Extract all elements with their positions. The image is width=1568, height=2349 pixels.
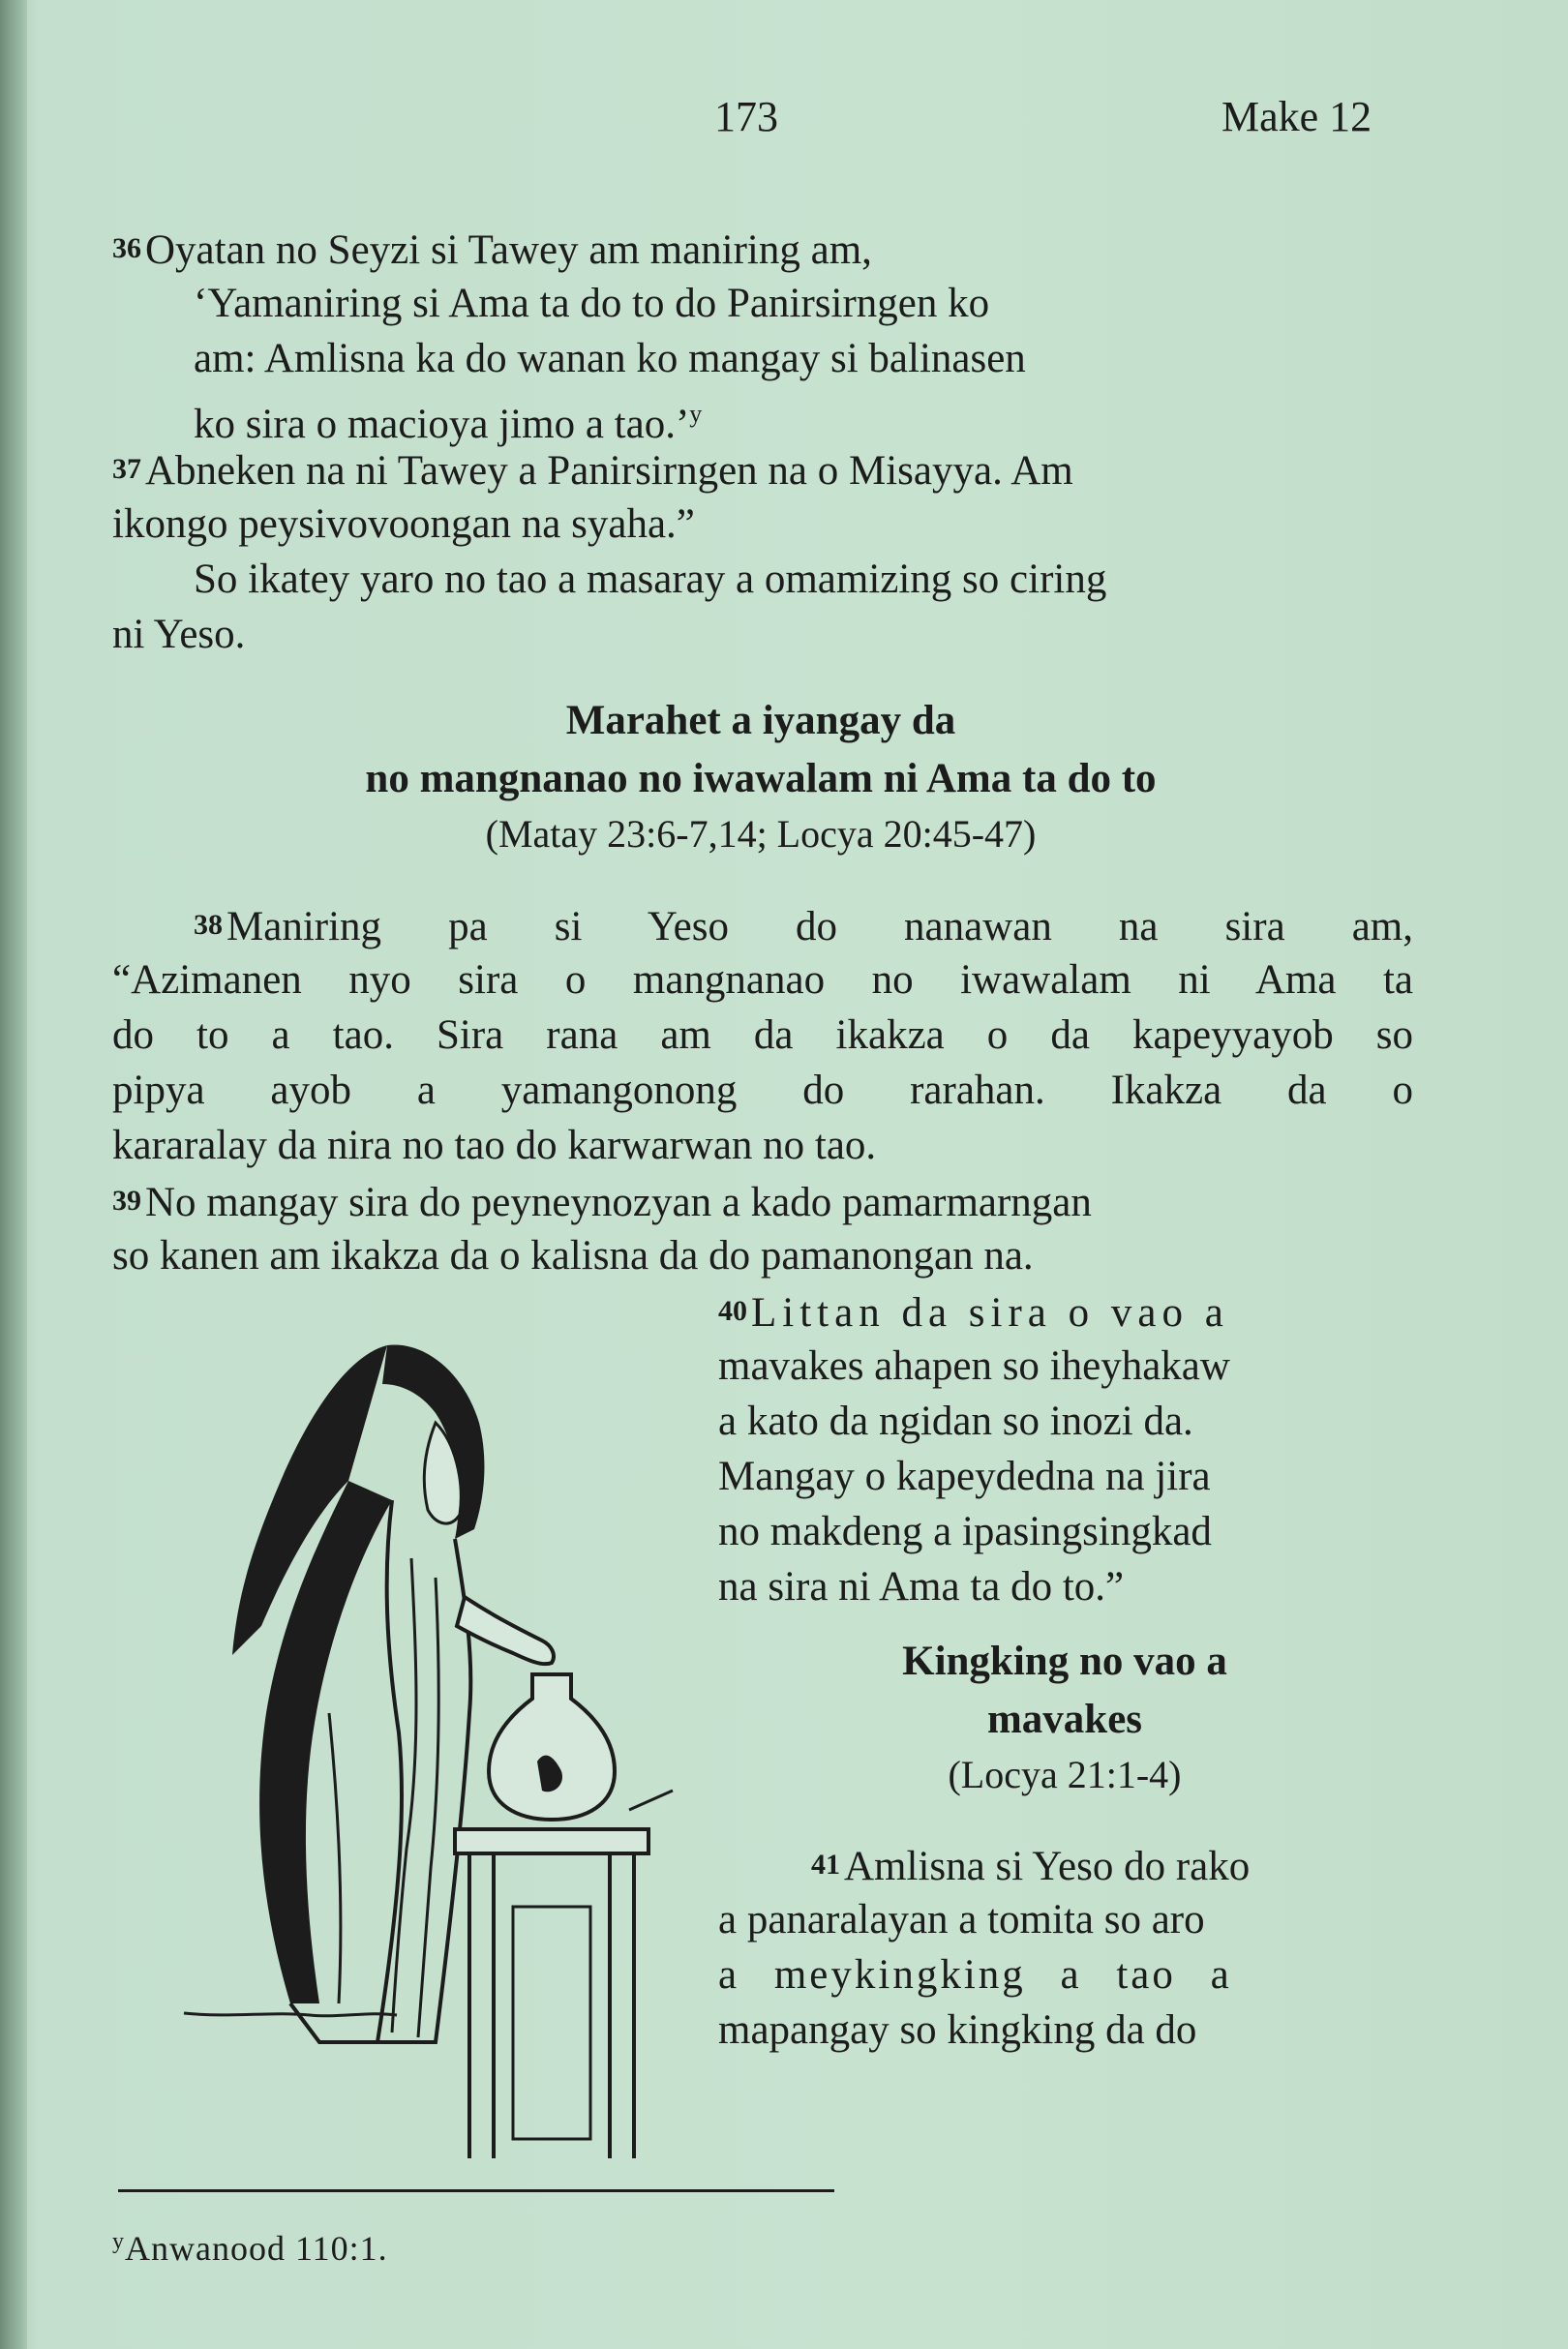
section-heading-1a: Marahet a iyangay da [565, 698, 956, 743]
robe-fold [392, 1558, 416, 2033]
verse-number: 40 [718, 1295, 747, 1327]
text-line: ‘Yamaniring si Ama ta do to do Panirsirngen ko [194, 281, 990, 326]
text-line: a kato da ngidan so inozi da. [718, 1399, 1193, 1444]
text-line: So ikatey yaro no tao a masaray a omamizing so ciring [194, 557, 1107, 602]
book-spine [0, 0, 27, 2349]
text-line: Maniring pa si Yeso do nanawan na sira am, [226, 904, 1413, 949]
verse-38-paragraph [112, 897, 1413, 1173]
page-number: 173 [714, 93, 778, 140]
verse-40-paragraph [718, 1283, 1411, 1614]
section-heading-2a: Kingking no vao a [902, 1639, 1227, 1684]
robe-fold [418, 1578, 438, 2037]
verse-39-paragraph [112, 1173, 1413, 1283]
widow-offering-illustration [145, 1307, 687, 2158]
footnote-mark: y [112, 2229, 125, 2254]
text-line: No mangay sira do peyneynozyan a kado pamarmarngan [145, 1180, 1092, 1225]
text-line: a meykingking a tao a [718, 1952, 1232, 1998]
stand-legs [469, 1853, 634, 2158]
verse-number: 37 [112, 453, 141, 485]
text-line: pipya ayob a yamangonong do rarahan. Ikakza da o [112, 1068, 1413, 1113]
stand-top [455, 1829, 648, 1853]
verse-number: 39 [112, 1185, 141, 1217]
stand-edge [629, 1791, 673, 1810]
text-line: am: Amlisna ka do wanan ko mangay si balinasen [194, 336, 1026, 381]
section-reference-2: (Locya 21:1-4) [948, 1753, 1182, 1796]
text-line: Amlisna si Yeso do rako [844, 1844, 1251, 1889]
section-heading-2b: mavakes [986, 1697, 1143, 1742]
text-line: no makdeng a ipasingsingkad [718, 1509, 1212, 1554]
text-line: a panaralayan a tomita so aro [718, 1897, 1205, 1942]
robe-fold [329, 1713, 341, 2003]
footnote-text: Anwanood 110:1. [125, 2229, 388, 2268]
text-line: na sira ni Ama ta do to.” [718, 1564, 1125, 1610]
text-line: Abneken na ni Tawey a Panirsirngen na o Misayya. Am [145, 448, 1073, 494]
verse-37-paragraph [112, 441, 1413, 662]
text-line: so kanen am ikakza da o kalisna da do pamanongan na. [112, 1233, 1034, 1279]
text-line: mapangay so kingking da do [718, 2007, 1197, 2053]
text-line: ikongo peysivovoongan na syaha.” [112, 501, 695, 547]
section-reference-1: (Matay 23:6-7,14; Locya 20:45-47) [485, 812, 1037, 856]
text-line: “Azimanen nyo sira o mangnanao no iwawalam ni Ama ta [112, 957, 1413, 1003]
verse-number: 41 [811, 1849, 840, 1881]
footnote-mark: y [689, 400, 703, 428]
offering-vessel [489, 1674, 615, 1820]
text-line: ko sira o macioya jimo a tao.’ [194, 402, 690, 447]
text-line: Littan da sira o vao a [751, 1290, 1229, 1336]
verse-36-paragraph [112, 221, 1413, 447]
text-line: Oyatan no Seyzi si Tawey am maniring am, [145, 227, 872, 273]
ground-line [184, 2013, 397, 2016]
verse-number: 38 [194, 909, 223, 941]
text-line: mavakes ahapen so iheyhakaw [718, 1343, 1230, 1389]
text-line: ni Yeso. [112, 612, 246, 657]
text-line: do to a tao. Sira rana am da ikakza o da kapeyyayob so [112, 1012, 1413, 1058]
footnote [112, 2228, 388, 2269]
verse-number: 36 [112, 232, 141, 264]
verse-41-paragraph [718, 1837, 1411, 2058]
section-heading-1b: no mangnanao no iwawalam ni Ama ta do to [365, 756, 1157, 801]
running-header: Make 12 [1221, 93, 1372, 140]
stand-panel [513, 1907, 590, 2139]
text-line: kararalay da nira no tao do karwarwan no tao. [112, 1123, 877, 1168]
text-line: Mangay o kapeydedna na jira [718, 1454, 1211, 1499]
footnote-rule [118, 2189, 834, 2192]
